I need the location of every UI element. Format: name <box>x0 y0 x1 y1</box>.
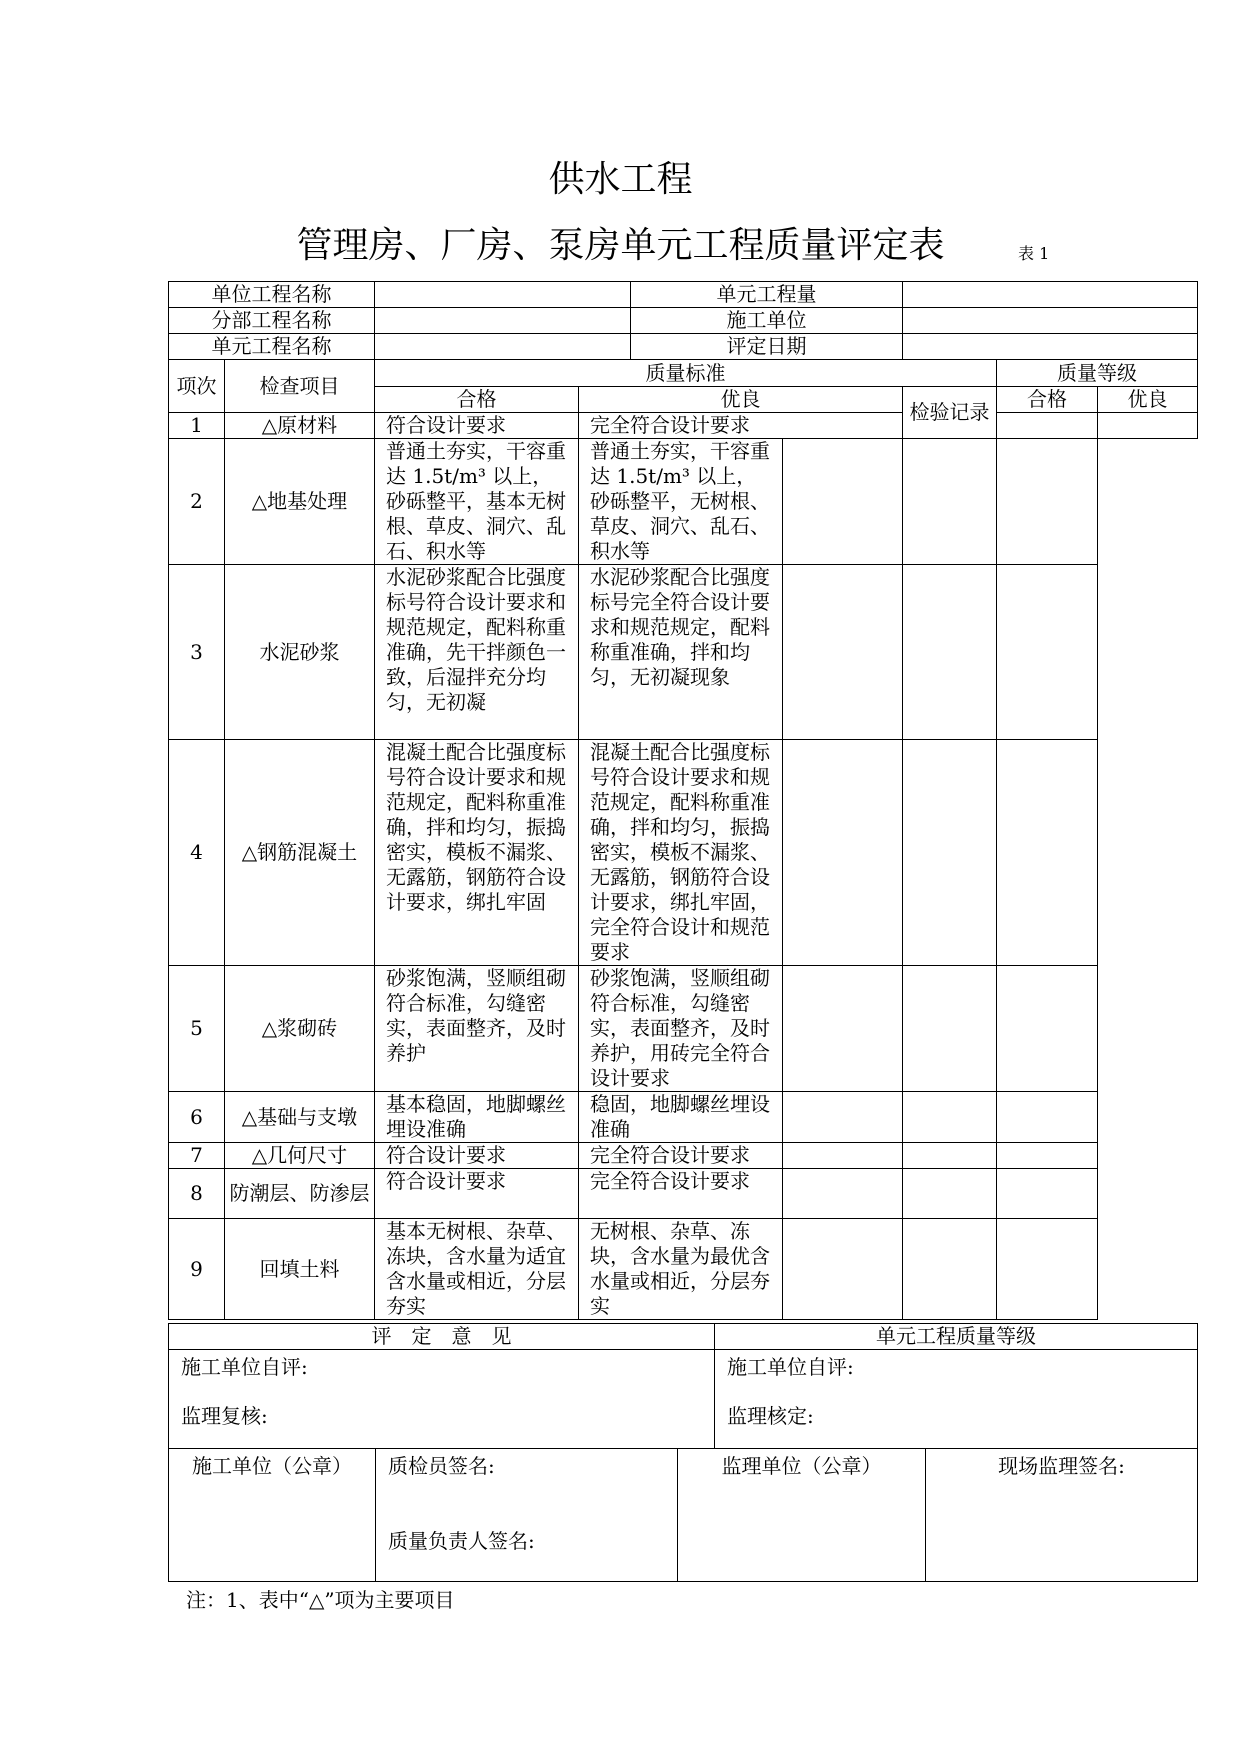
item-no: 1 <box>169 413 225 439</box>
inspection-record-cell[interactable] <box>783 966 903 1092</box>
table-number: 表 1 <box>1018 244 1050 263</box>
construction-seal-label: 施工单位（公章） <box>192 1454 352 1478</box>
evaluation-opinion-header: 评 定 意 见 <box>169 1324 715 1350</box>
table-row <box>169 1219 1198 1320</box>
grade-pass-cell[interactable] <box>903 1143 997 1169</box>
grade-excellent-cell[interactable] <box>997 1092 1098 1143</box>
item-no: 8 <box>169 1169 225 1219</box>
grade-excellent-cell[interactable] <box>1098 413 1198 439</box>
grade-pass-cell[interactable] <box>903 439 997 565</box>
grade-pass-cell[interactable] <box>903 565 997 740</box>
item-no: 5 <box>169 966 225 1092</box>
pass-standard: 砂浆饱满，竖顺组砌符合标准，勾缝密实，表面整齐，及时养护 <box>375 966 579 1092</box>
inspector-sign-label: 质检员签名: <box>388 1454 495 1478</box>
check-item: 水泥砂浆 <box>225 565 375 740</box>
supervision-review-label: 监理复核: <box>181 1404 268 1428</box>
unit-quality-grade-cell[interactable] <box>715 1350 1198 1449</box>
item-no: 4 <box>169 740 225 966</box>
form-title: 管理房、厂房、泵房单元工程质量评定表 <box>296 225 945 266</box>
excellent-standard: 混凝土配合比强度标号符合设计要求和规范规定，配料称重准确，拌和均匀，振捣密实，模板不漏浆、无露筋，钢筋符合设计要求，绑扎牢固，完全符合设计和规范要求 <box>579 740 783 966</box>
grade-pass-cell[interactable] <box>903 1092 997 1143</box>
inspector-sign-cell[interactable] <box>376 1449 678 1582</box>
division-project-name-label: 分部工程名称 <box>169 308 375 334</box>
construction-self-eval-grade-label: 施工单位自评: <box>727 1355 854 1379</box>
unit-project-name-label: 单位工程名称 <box>169 282 375 308</box>
pass-standard: 混凝土配合比强度标号符合设计要求和规范规定，配料称重准确，拌和均匀，振捣密实，模板不漏浆、无露筋，钢筋符合设计要求，绑扎牢固 <box>375 740 579 966</box>
check-item: 回填土料 <box>225 1219 375 1320</box>
supervision-seal-cell[interactable] <box>678 1449 926 1582</box>
quality-manager-sign-label: 质量负责人签名: <box>388 1529 535 1553</box>
site-supervisor-sign-cell[interactable] <box>926 1449 1198 1582</box>
grade-excellent-cell[interactable] <box>997 439 1098 565</box>
excellent-standard: 水泥砂浆配合比强度标号完全符合设计要求和规范规定，配料称重准确，拌和均匀，无初凝现象 <box>579 565 783 740</box>
division-project-name-value[interactable] <box>375 308 631 334</box>
evaluation-date-value[interactable] <box>903 334 1198 360</box>
item-no-header: 项次 <box>169 360 225 413</box>
supervision-verify-label: 监理核定: <box>727 1404 814 1428</box>
signature-table <box>168 1448 1198 1582</box>
pass-standard: 基本无树根、杂草、冻块，含水量为适宜含水量或相近，分层夯实 <box>375 1219 579 1320</box>
pass-standard: 基本稳固，地脚螺丝埋设准确 <box>375 1092 579 1143</box>
grade-excellent-cell[interactable] <box>997 565 1098 740</box>
site-supervisor-sign-label: 现场监理签名: <box>998 1454 1125 1478</box>
element-project-name-label: 单元工程名称 <box>169 334 375 360</box>
evaluation-opinion-cell[interactable] <box>169 1350 715 1449</box>
excellent-standard: 普通土夯实，干容重达 1.5t/m³ 以上，砂砾整平，无树根、草皮、洞穴、乱石、积水等 <box>579 439 783 565</box>
pass-standard: 符合设计要求 <box>375 413 579 439</box>
table-row <box>169 439 1198 565</box>
item-no: 6 <box>169 1092 225 1143</box>
footnote: 注：1、表中“△”项为主要项目 <box>186 1588 455 1612</box>
inspection-record-cell[interactable] <box>783 1219 903 1320</box>
excellent-standard: 完全符合设计要求 <box>579 1169 783 1219</box>
table-row <box>169 1169 1198 1219</box>
inspection-record-cell[interactable] <box>783 740 903 966</box>
table-row <box>169 740 1198 966</box>
unit-engineering-amount-label: 单元工程量 <box>631 282 903 308</box>
unit-engineering-amount-value[interactable] <box>903 282 1198 308</box>
grade-excellent-cell[interactable] <box>997 966 1098 1092</box>
element-project-name-value[interactable] <box>375 334 631 360</box>
pass-standard-header: 合格 <box>375 387 579 413</box>
pass-standard: 水泥砂浆配合比强度标号符合设计要求和规范规定，配料称重准确，先干拌颜色一致，后湿拌充分均匀，无初凝 <box>375 565 579 740</box>
item-no: 7 <box>169 1143 225 1169</box>
check-item: △钢筋混凝土 <box>225 740 375 966</box>
construction-self-eval-label: 施工单位自评: <box>181 1355 308 1379</box>
grade-excellent-cell[interactable] <box>997 1143 1098 1169</box>
check-item: △原材料 <box>225 413 375 439</box>
table-row <box>169 1143 1198 1169</box>
supervision-seal-label: 监理单位（公章） <box>721 1454 882 1478</box>
pass-standard: 普通土夯实，干容重达 1.5t/m³ 以上，砂砾整平，基本无树根、草皮、洞穴、乱石、积水等 <box>375 439 579 565</box>
check-item-header: 检查项目 <box>225 360 375 413</box>
inspection-record-cell[interactable] <box>783 439 903 565</box>
item-no: 2 <box>169 439 225 565</box>
check-item: △几何尺寸 <box>225 1143 375 1169</box>
evaluation-date-label: 评定日期 <box>631 334 903 360</box>
check-item: △基础与支墩 <box>225 1092 375 1143</box>
grade-excellent-header: 优良 <box>1098 387 1198 413</box>
table-row <box>169 966 1198 1092</box>
inspection-record-cell[interactable] <box>783 1169 903 1219</box>
unit-quality-grade-header: 单元工程质量等级 <box>715 1324 1198 1350</box>
construction-seal-cell[interactable] <box>169 1449 376 1582</box>
grade-pass-cell[interactable] <box>903 740 997 966</box>
grade-pass-cell[interactable] <box>997 413 1098 439</box>
grade-pass-cell[interactable] <box>903 1169 997 1219</box>
excellent-standard-header: 优良 <box>579 387 903 413</box>
pass-standard: 符合设计要求 <box>375 1143 579 1169</box>
grade-pass-cell[interactable] <box>903 1219 997 1320</box>
excellent-standard: 完全符合设计要求 <box>579 1143 783 1169</box>
excellent-standard: 稳固，地脚螺丝埋设准确 <box>579 1092 783 1143</box>
check-item: 防潮层、防渗层 <box>225 1169 375 1219</box>
grade-pass-cell[interactable] <box>903 966 997 1092</box>
inspection-record-cell[interactable] <box>783 565 903 740</box>
pass-standard: 符合设计要求 <box>375 1169 579 1219</box>
quality-evaluation-table <box>168 281 1198 1320</box>
inspection-record-cell[interactable] <box>783 1143 903 1169</box>
table-row <box>169 565 1198 740</box>
inspection-record-cell[interactable] <box>783 1092 903 1143</box>
construction-unit-value[interactable] <box>903 308 1198 334</box>
evaluation-opinion-table <box>168 1323 1198 1449</box>
grade-excellent-cell[interactable] <box>997 1169 1098 1219</box>
inspection-record-header: 检验记录 <box>903 387 997 439</box>
grade-excellent-cell[interactable] <box>997 740 1098 966</box>
grade-pass-header: 合格 <box>997 387 1098 413</box>
grade-excellent-cell[interactable] <box>997 1219 1098 1320</box>
check-item: △浆砌砖 <box>225 966 375 1092</box>
excellent-standard: 完全符合设计要求 <box>579 413 903 439</box>
table-row <box>169 413 1198 439</box>
quality-grade-header: 质量等级 <box>997 360 1198 387</box>
construction-unit-label: 施工单位 <box>631 308 903 334</box>
page-title: 供水工程 <box>548 159 693 200</box>
excellent-standard: 砂浆饱满，竖顺组砌符合标准，勾缝密实，表面整齐，及时养护，用砖完全符合设计要求 <box>579 966 783 1092</box>
excellent-standard: 无树根、杂草、冻块，含水量为最优含水量或相近，分层夯实 <box>579 1219 783 1320</box>
quality-standard-header: 质量标准 <box>375 360 997 387</box>
unit-project-name-value[interactable] <box>375 282 631 308</box>
table-row <box>169 1092 1198 1143</box>
item-no: 9 <box>169 1219 225 1320</box>
check-item: △地基处理 <box>225 439 375 565</box>
item-no: 3 <box>169 565 225 740</box>
